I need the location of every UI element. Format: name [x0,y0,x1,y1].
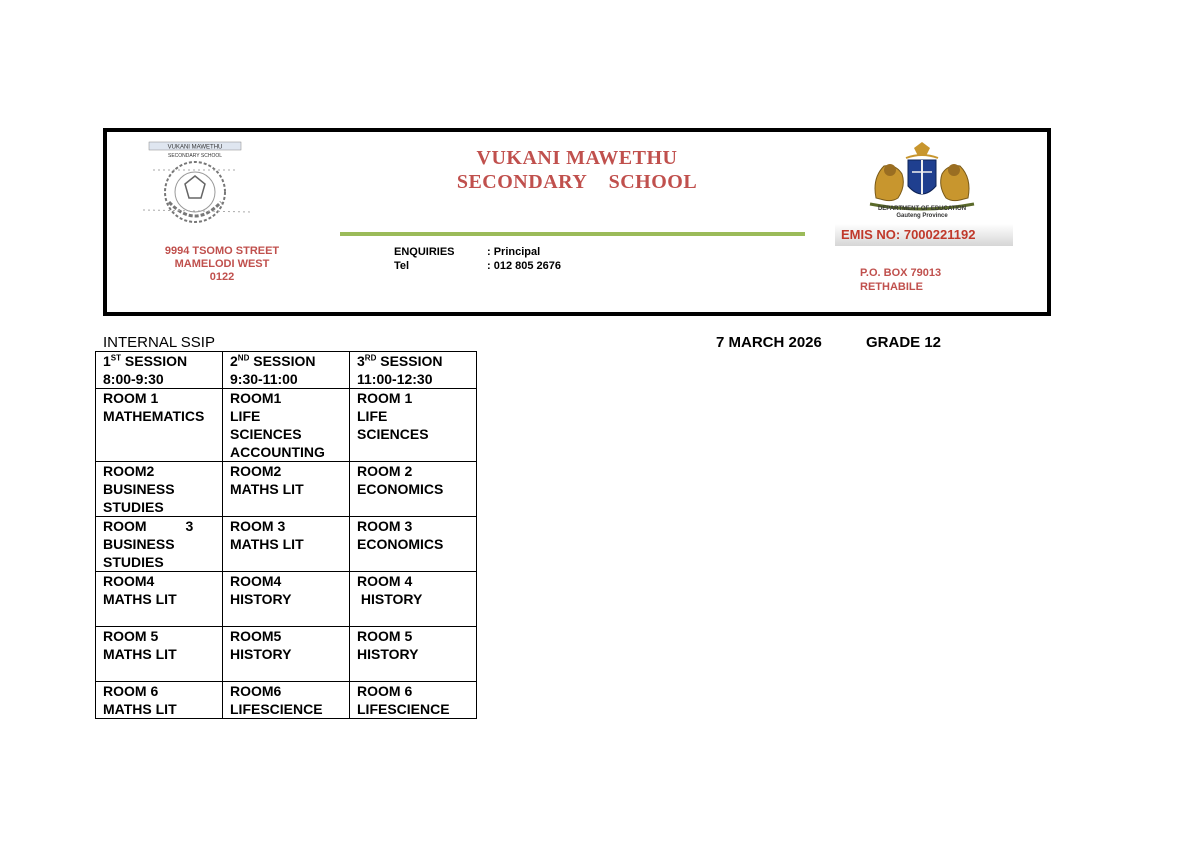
subject-text: STUDIES [103,554,164,570]
address-line: 9994 TSOMO STREET [164,245,280,257]
subject-text: ECONOMICS [357,536,444,552]
contact-info [394,245,561,273]
table-cell [96,389,223,462]
room-label: ROOM2 [103,463,155,479]
table-row [96,517,477,572]
session-label: SESSION [121,353,188,369]
table-cell [350,517,477,572]
document-date: 7 MARCH 2026 [716,334,822,351]
department-label [852,206,992,220]
school-logo [129,140,269,232]
table-cell [223,572,350,627]
room-label: ROOM 3 [230,518,286,534]
subject-text: SCIENCES [230,426,302,442]
table-row [96,682,477,719]
room-label: ROOM4 [230,573,282,589]
tel-label: Tel [394,260,410,272]
table-cell [350,627,477,682]
room-label: ROOM 6 [357,683,413,699]
postal-line: P.O. BOX 79013 [860,267,942,279]
department-line: DEPARTMENT OF EDUCATION [877,206,967,212]
table-cell [223,389,350,462]
document-title: INTERNAL SSIP [103,334,215,351]
session-header [350,352,477,389]
table-row [96,462,477,517]
room-label: ROOM 3 [357,518,413,534]
subject-text: ECONOMICS [357,481,444,497]
table-cell [96,682,223,719]
subject-text: MATHS LIT [230,481,304,497]
school-name-line: VUKANI MAWETHU [476,147,678,169]
emis-number: EMIS NO: 7000221192 [835,224,1013,246]
subject-text: LIFESCIENCE [230,701,323,717]
enquiries-value: : Principal [487,246,541,258]
subject-text: MATHS LIT [103,591,177,607]
document-grade: GRADE 12 [866,334,942,351]
room-label: ROOM1 [230,390,282,406]
table-cell [350,462,477,517]
subject-text: HISTORY [357,591,423,607]
subject-text: LIFE [230,408,261,424]
subject-text: ACCOUNTING [230,444,325,460]
subject-text: BUSINESS [103,536,175,552]
subject-text: MATHEMATICS [103,408,205,424]
school-address [127,245,317,284]
svg-text:SECONDARY SCHOOL: SECONDARY SCHOOL [168,153,222,159]
session-number: 2 [230,353,238,369]
letterhead [103,128,1051,316]
subject-text: HISTORY [230,646,292,662]
room-label: ROOM 1 [103,390,159,406]
table-cell [350,682,477,719]
room-label: ROOM 1 [357,390,413,406]
table-row [96,627,477,682]
room-label: ROOM 6 [103,683,159,699]
table-cell [96,517,223,572]
table-cell [223,517,350,572]
table-row [96,389,477,462]
room-label: ROOM 2 [357,463,413,479]
postal-line: RETHABILE [860,281,923,293]
table-cell [223,627,350,682]
session-header [223,352,350,389]
room-label: ROOM6 [230,683,282,699]
session-ordinal: RD [364,353,377,363]
subject-text: HISTORY [230,591,292,607]
subject-text: MATHS LIT [230,536,304,552]
room-label: ROOM4 [103,573,155,589]
room-label: ROOM5 [230,628,282,644]
table-cell [223,682,350,719]
subject-text: BUSINESS [103,481,175,497]
table-cell [223,462,350,517]
room-label: ROOM 3 [103,518,194,534]
session-ordinal: ND [237,353,250,363]
room-label: ROOM 4 [357,573,413,589]
session-time: 9:30-11:00 [230,371,298,387]
session-schedule-table [95,351,477,719]
table-cell [350,389,477,462]
table-cell [96,627,223,682]
room-label: ROOM 5 [103,628,159,644]
department-line: Gauteng Province [896,213,948,219]
divider-rule [340,232,805,236]
table-header-row [96,352,477,389]
session-header [96,352,223,389]
address-line: MAMELODI WEST [174,258,270,270]
session-number: 3 [357,353,365,369]
postal-address [860,266,941,294]
session-label: SESSION [249,353,316,369]
subject-text: HISTORY [357,646,419,662]
subject-text: MATHS LIT [103,646,177,662]
room-label: ROOM 5 [357,628,413,644]
table-cell [96,462,223,517]
school-name-line: SECONDARY SCHOOL [456,171,698,193]
subject-text: SCIENCES [357,426,429,442]
table-cell [350,572,477,627]
tel-value: : 012 805 2676 [487,260,562,272]
table-cell [96,572,223,627]
subject-text: LIFESCIENCE [357,701,450,717]
table-row [96,572,477,627]
session-number: 1 [103,353,111,369]
subject-text: STUDIES [103,499,164,515]
session-time: 8:00-9:30 [103,371,164,387]
session-time: 11:00-12:30 [357,371,433,387]
school-name [407,146,747,194]
svg-text:VUKANI MAWETHU: VUKANI MAWETHU [167,144,223,151]
subject-text: LIFE [357,408,388,424]
address-line: 0122 [209,271,235,283]
session-label: SESSION [376,353,443,369]
enquiries-label: ENQUIRIES [394,246,455,258]
subject-text: MATHS LIT [103,701,177,717]
room-label: ROOM2 [230,463,282,479]
session-ordinal: ST [110,353,122,363]
